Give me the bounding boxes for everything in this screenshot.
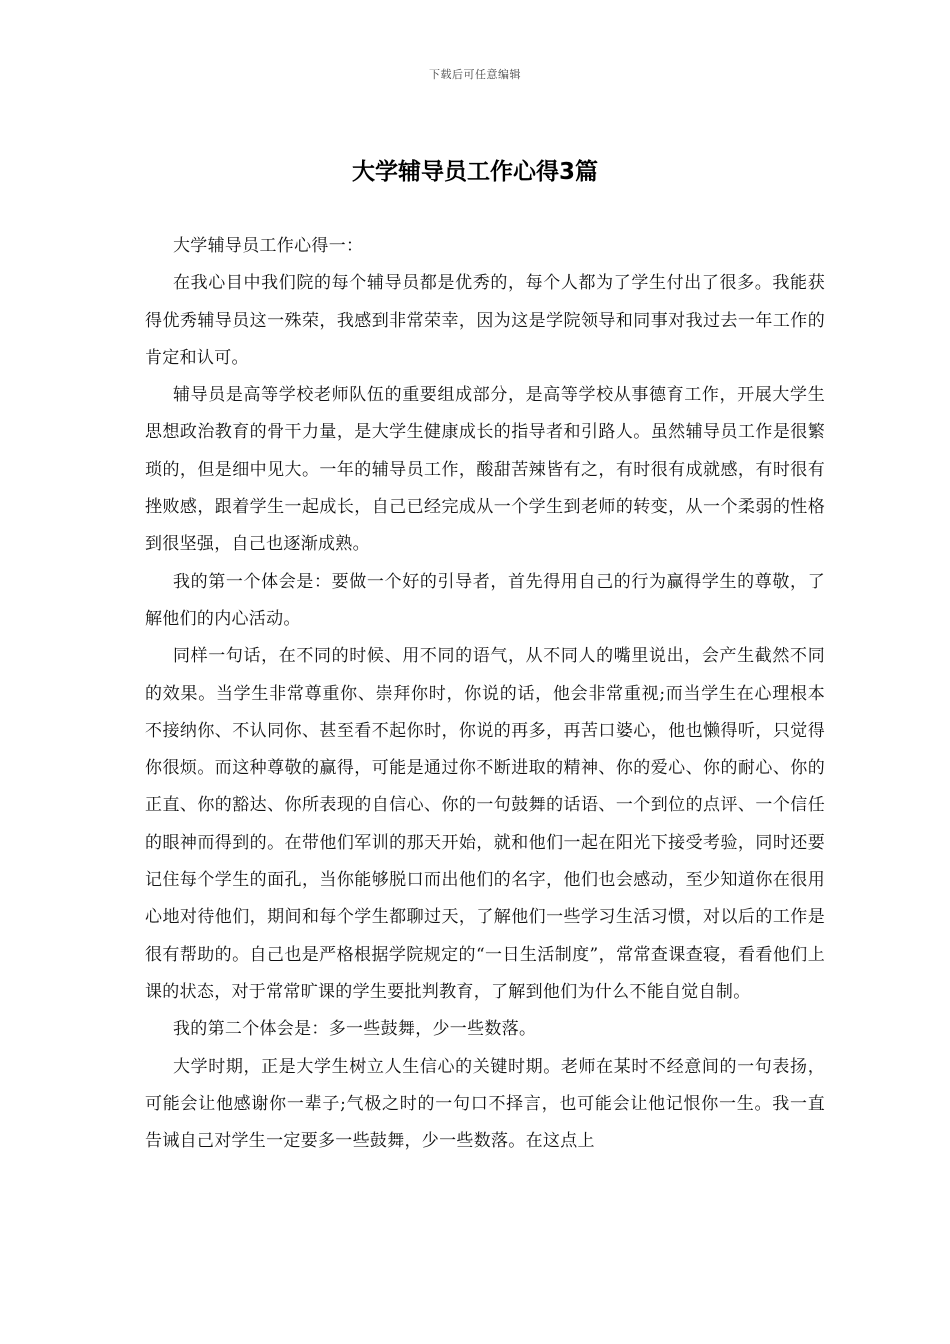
paragraph: 我的第二个体会是：多一些鼓舞，少一些数落。 — [173, 1019, 537, 1040]
paragraph: 辅导员是高等学校老师队伍的重要组成部分，是高等学校从事德育工作，开展大学生思想政治教育的骨干力量，是大学生健康成长的指导者和引路人。虽然辅导员工作是很繁琐的，但是细中见大。一年的辅导员工作，酸甜苦辣皆有之，有时很有成就感，有时很有挫败感，跟着学生一起成长，自己已经完成从一个学生到老师的转变，从一个柔弱的性格到很坚强，自己也逐渐成熟。 — [145, 385, 825, 555]
document-title: 大学辅导员工作心得3篇 — [351, 159, 598, 185]
section-heading: 大学辅导员工作心得一： — [173, 236, 364, 256]
paragraph: 大学时期，正是大学生树立人生信心的关键时期。老师在某时不经意间的一句表扬，可能会让他感谢你一辈子;气极之时的一句口不择言，也可能会让他记恨你一生。我一直告诫自己对学生一定要多一些鼓舞，少一些数落。在这点上 — [145, 1056, 825, 1152]
header-note: 下载后可任意编辑 — [429, 68, 521, 81]
document-body — [145, 228, 825, 1160]
paragraph: 同样一句话，在不同的时候、用不同的语气，从不同人的嘴里说出，会产生截然不同的效果。当学生非常尊重你、崇拜你时，你说的话，他会非常重视;而当学生在心理根本不接纳你、不认同你、甚至看不起你时，你说的再多，再苦口婆心，他也懒得听，只觉得你很烦。而这种尊敬的赢得，可能是通过你不断进取的精神、你的爱心、你的耐心、你的正直、你的豁达、你所表现的自信心、你的一句鼓舞的话语、一个到位的点评、一个信任的眼神而得到的。在带他们军训的那天开始，就和他们一起在阳光下接受考验，同时还要记住每个学生的面孔，当你能够脱口而出他们的名字，他们也会感动，至少知道你在很用心地对待他们，期间和每个学生都聊过天，了解他们一些学习生活习惯，对以后的工作是很有帮助的。自己也是严格根据学院规定的“一日生活制度”，常常查课查寝，看看他们上课的状态，对于常常旷课的学生要批判教育，了解到他们为什么不能自觉自制。 — [145, 646, 825, 1002]
paragraph: 我的第一个体会是：要做一个好的引导者，首先得用自己的行为赢得学生的尊敬，了解他们的内心活动。 — [145, 571, 825, 629]
paragraph: 在我心目中我们院的每个辅导员都是优秀的，每个人都为了学生付出了很多。我能获得优秀辅导员这一殊荣，我感到非常荣幸，因为这是学院领导和同事对我过去一年工作的肯定和认可。 — [145, 273, 825, 368]
